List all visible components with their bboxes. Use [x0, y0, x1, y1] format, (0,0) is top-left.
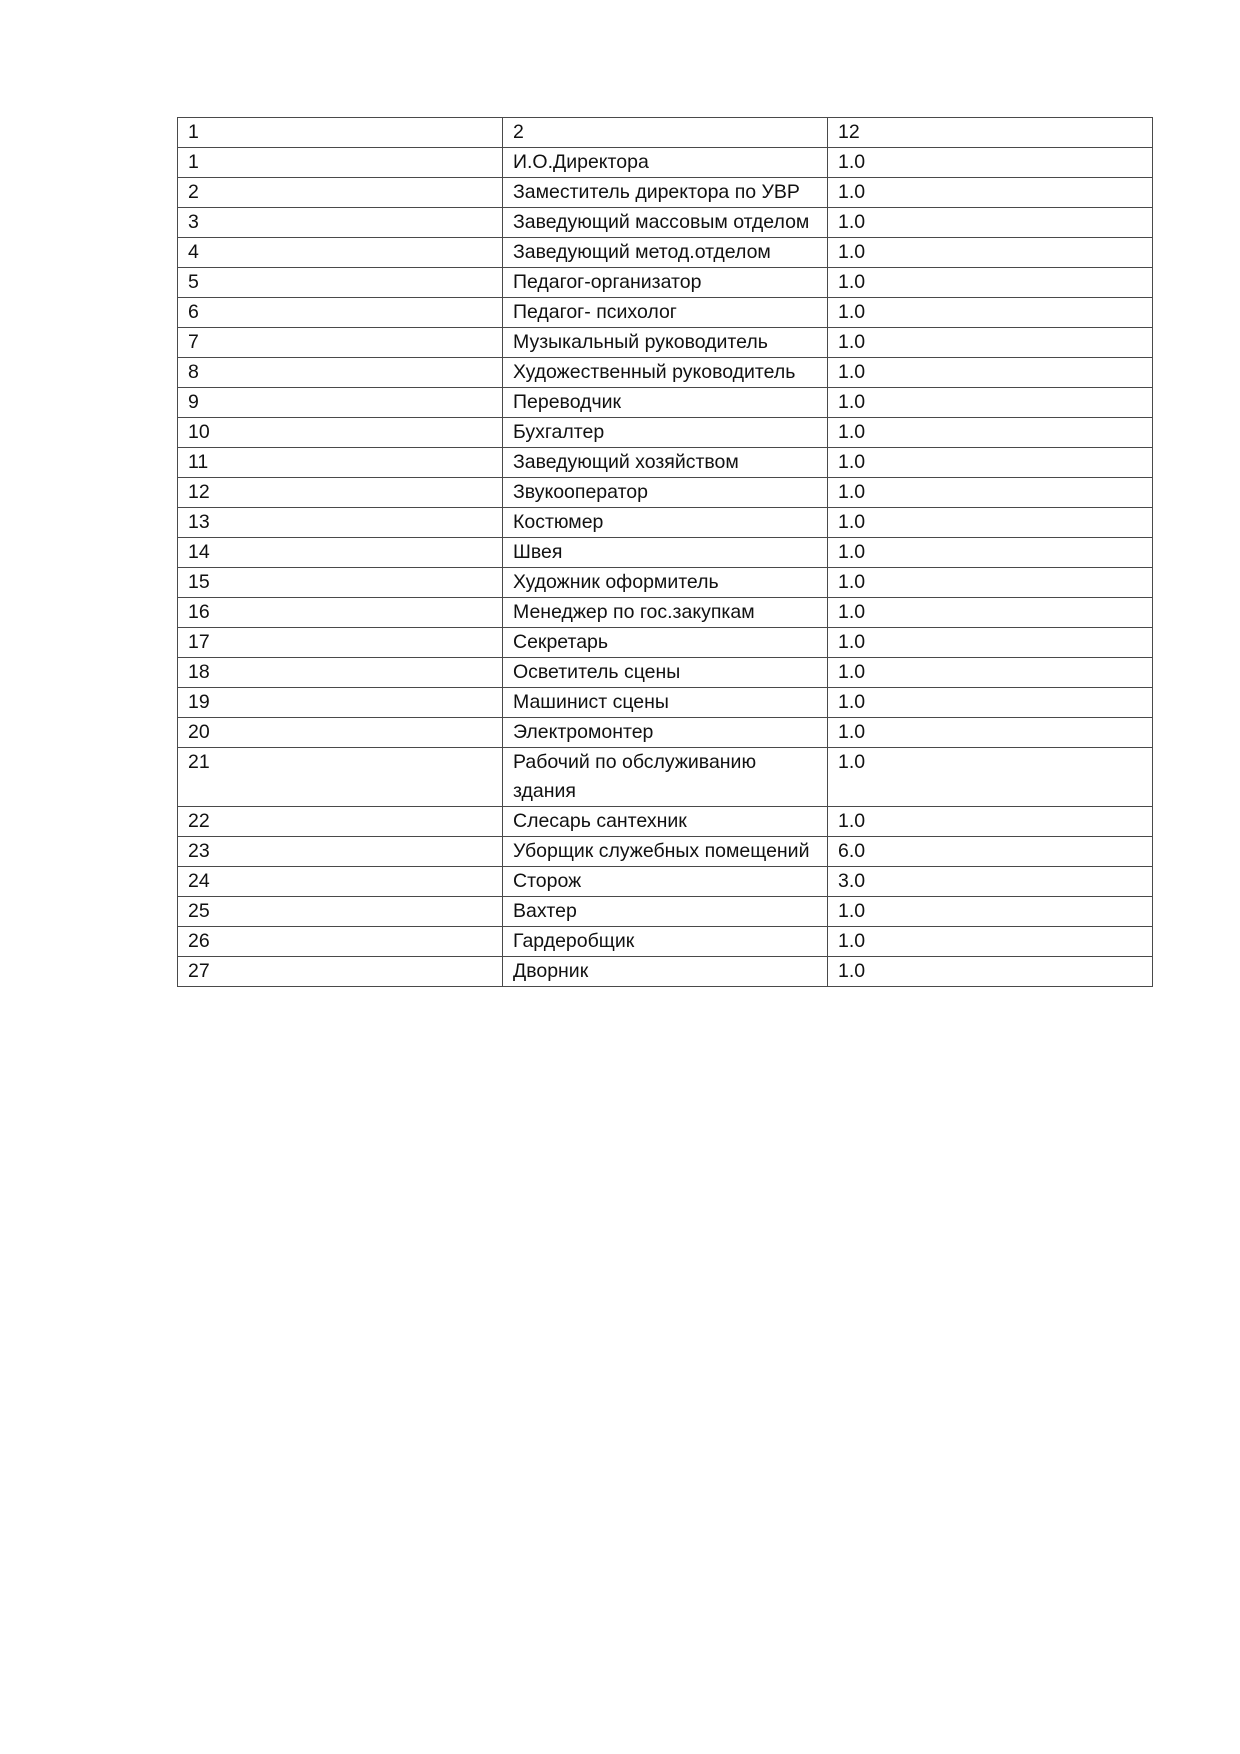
row-number-cell: 13 — [178, 508, 503, 538]
position-cell: Звукооператор — [503, 478, 828, 508]
table-row — [178, 598, 1153, 628]
row-number-cell: 9 — [178, 388, 503, 418]
position-cell: Вахтер — [503, 897, 828, 927]
row-number-cell: 24 — [178, 867, 503, 897]
position-cell: Художник оформитель — [503, 568, 828, 598]
table-row — [178, 837, 1153, 867]
rate-cell: 1.0 — [828, 807, 1153, 837]
rate-cell: 1.0 — [828, 897, 1153, 927]
row-number-cell: 15 — [178, 568, 503, 598]
row-number-cell: 14 — [178, 538, 503, 568]
table-row — [178, 957, 1153, 987]
table-row — [178, 658, 1153, 688]
table-row — [178, 688, 1153, 718]
table-row — [178, 418, 1153, 448]
position-cell: Рабочий по обслуживанию здания — [503, 748, 828, 807]
table-row — [178, 807, 1153, 837]
row-number-cell: 10 — [178, 418, 503, 448]
row-number-cell: 7 — [178, 328, 503, 358]
rate-cell: 1.0 — [828, 688, 1153, 718]
position-cell: Дворник — [503, 957, 828, 987]
rate-cell: 1.0 — [828, 238, 1153, 268]
position-cell: Сторож — [503, 867, 828, 897]
rate-cell: 1.0 — [828, 388, 1153, 418]
position-cell: И.О.Директора — [503, 148, 828, 178]
position-cell: Электромонтер — [503, 718, 828, 748]
table-row — [178, 298, 1153, 328]
table-row — [178, 897, 1153, 927]
rate-cell: 1.0 — [828, 598, 1153, 628]
row-number-cell: 26 — [178, 927, 503, 957]
table-row — [178, 718, 1153, 748]
position-cell: Заведующий метод.отделом — [503, 238, 828, 268]
rate-cell: 1.0 — [828, 298, 1153, 328]
rate-cell: 1.0 — [828, 568, 1153, 598]
table-row — [178, 328, 1153, 358]
row-number-cell: 8 — [178, 358, 503, 388]
header-cell-number: 1 — [178, 118, 503, 148]
rate-cell: 1.0 — [828, 748, 1153, 807]
rate-cell: 1.0 — [828, 957, 1153, 987]
table-row — [178, 208, 1153, 238]
rate-cell: 1.0 — [828, 448, 1153, 478]
row-number-cell: 25 — [178, 897, 503, 927]
table-row — [178, 178, 1153, 208]
rate-cell: 1.0 — [828, 508, 1153, 538]
table-row — [178, 448, 1153, 478]
row-number-cell: 23 — [178, 837, 503, 867]
rate-cell: 1.0 — [828, 358, 1153, 388]
position-cell: Менеджер по гос.закупкам — [503, 598, 828, 628]
position-cell: Осветитель сцены — [503, 658, 828, 688]
position-cell: Слесарь сантехник — [503, 807, 828, 837]
rate-cell: 1.0 — [828, 328, 1153, 358]
rate-cell: 1.0 — [828, 268, 1153, 298]
position-cell: Педагог- психолог — [503, 298, 828, 328]
rate-cell: 1.0 — [828, 628, 1153, 658]
table-row — [178, 508, 1153, 538]
rate-cell: 6.0 — [828, 837, 1153, 867]
rate-cell: 1.0 — [828, 658, 1153, 688]
row-number-cell: 5 — [178, 268, 503, 298]
row-number-cell: 21 — [178, 748, 503, 807]
position-cell: Заведующий массовым отделом — [503, 208, 828, 238]
table-row — [178, 268, 1153, 298]
rate-cell: 1.0 — [828, 178, 1153, 208]
table-row — [178, 748, 1153, 807]
table-header-row — [178, 118, 1153, 148]
table-row — [178, 628, 1153, 658]
rate-cell: 1.0 — [828, 538, 1153, 568]
row-number-cell: 20 — [178, 718, 503, 748]
row-number-cell: 11 — [178, 448, 503, 478]
position-cell: Гардеробщик — [503, 927, 828, 957]
table-row — [178, 927, 1153, 957]
header-cell-rate: 12 — [828, 118, 1153, 148]
position-cell: Художественный руководитель — [503, 358, 828, 388]
position-cell: Уборщик служебных помещений — [503, 837, 828, 867]
row-number-cell: 27 — [178, 957, 503, 987]
position-cell: Музыкальный руководитель — [503, 328, 828, 358]
table-row — [178, 478, 1153, 508]
table-row — [178, 238, 1153, 268]
row-number-cell: 4 — [178, 238, 503, 268]
rate-cell: 3.0 — [828, 867, 1153, 897]
position-cell: Переводчик — [503, 388, 828, 418]
row-number-cell: 1 — [178, 148, 503, 178]
rate-cell: 1.0 — [828, 478, 1153, 508]
row-number-cell: 6 — [178, 298, 503, 328]
position-cell: Секретарь — [503, 628, 828, 658]
row-number-cell: 12 — [178, 478, 503, 508]
position-cell: Заместитель директора по УВР — [503, 178, 828, 208]
row-number-cell: 22 — [178, 807, 503, 837]
staff-table — [177, 117, 1153, 987]
row-number-cell: 2 — [178, 178, 503, 208]
table-row — [178, 148, 1153, 178]
rate-cell: 1.0 — [828, 927, 1153, 957]
row-number-cell: 3 — [178, 208, 503, 238]
rate-cell: 1.0 — [828, 208, 1153, 238]
table-row — [178, 388, 1153, 418]
position-cell: Бухгалтер — [503, 418, 828, 448]
position-cell: Машинист сцены — [503, 688, 828, 718]
row-number-cell: 17 — [178, 628, 503, 658]
rate-cell: 1.0 — [828, 418, 1153, 448]
table-row — [178, 867, 1153, 897]
position-cell: Педагог-организатор — [503, 268, 828, 298]
row-number-cell: 18 — [178, 658, 503, 688]
position-cell: Швея — [503, 538, 828, 568]
staff-table-body — [178, 118, 1153, 987]
rate-cell: 1.0 — [828, 148, 1153, 178]
row-number-cell: 19 — [178, 688, 503, 718]
table-row — [178, 538, 1153, 568]
table-row — [178, 358, 1153, 388]
row-number-cell: 16 — [178, 598, 503, 628]
rate-cell: 1.0 — [828, 718, 1153, 748]
header-cell-position: 2 — [503, 118, 828, 148]
table-row — [178, 568, 1153, 598]
position-cell: Заведующий хозяйством — [503, 448, 828, 478]
position-cell: Костюмер — [503, 508, 828, 538]
